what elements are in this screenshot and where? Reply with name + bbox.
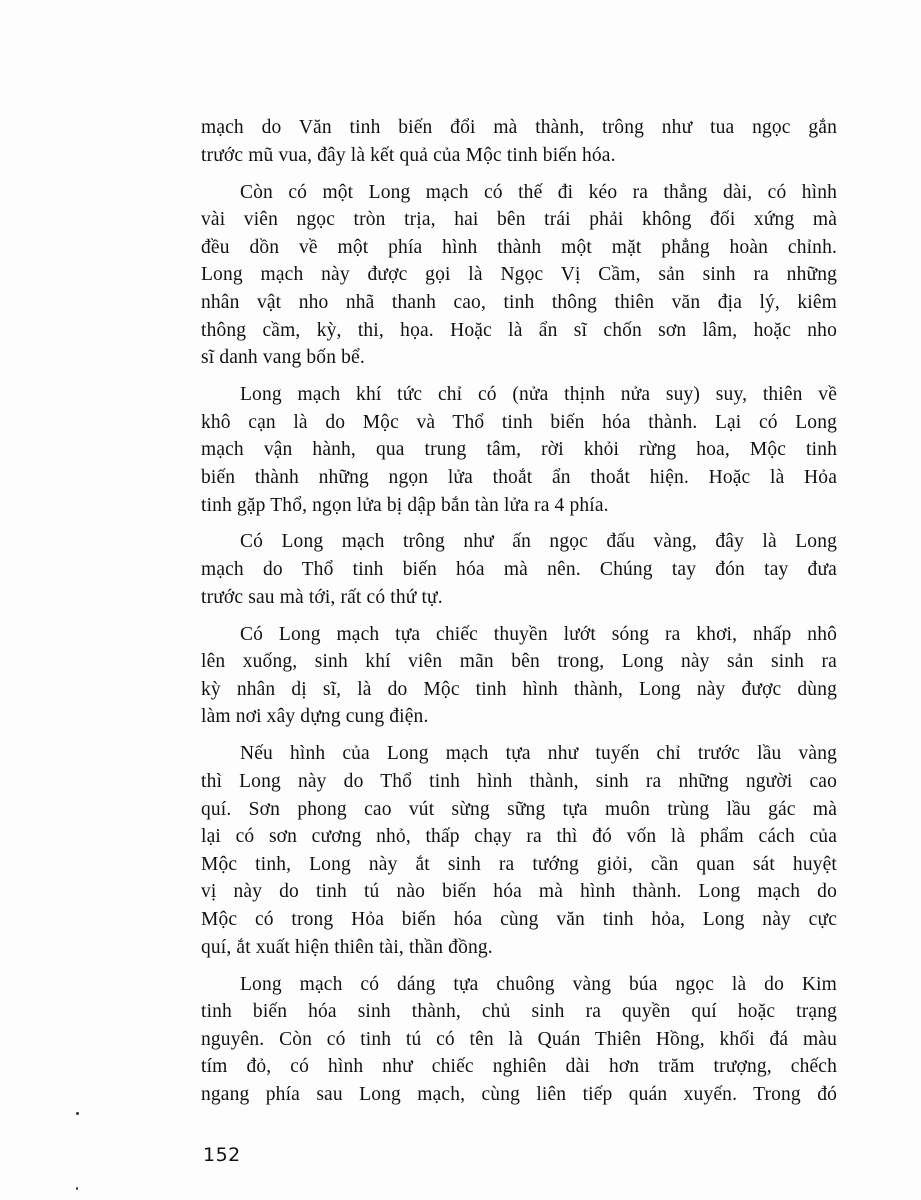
text-line: Long mạch này được gọi là Ngọc Vị Cầm, sản sinh ra những — [201, 264, 837, 286]
text-line: khô cạn là do Mộc và Thổ tinh biến hóa thành. Lại có Long — [201, 411, 837, 433]
text-line: Nếu hình của Long mạch tựa như tuyến chỉ trước lầu vàng — [240, 743, 837, 765]
text-line: mạch do Văn tinh biến đổi mà thành, trông như tua ngọc gắn — [201, 117, 837, 138]
text-line: lên xuống, sinh khí viên mãn bên trong, Long này sản sinh ra — [201, 651, 837, 673]
text-line: Còn có một Long mạch có thế đi kéo ra thẳng dài, có hình — [240, 181, 837, 203]
text-line: quí, ắt xuất hiện thiên tài, thần đồng. — [201, 936, 493, 958]
text-line: thì Long này do Thổ tinh hình thành, sinh ra những người cao — [201, 771, 837, 793]
text-line: vài viên ngọc tròn trịa, hai bên trái phải không đối xứng mà — [201, 209, 837, 231]
text-line: biến thành những ngọn lửa thoắt ẩn thoắt hiện. Hoặc là Hỏa — [201, 466, 837, 488]
scan-speck — [76, 1187, 78, 1190]
text-line: sĩ danh vang bốn bể. — [201, 347, 365, 369]
text-line: mạch vận hành, qua trung tâm, rời khỏi rừng hoa, Mộc tinh — [201, 439, 837, 461]
scan-speck — [76, 1112, 79, 1115]
text-line: trước sau mà tới, rất có thứ tự. — [201, 586, 443, 608]
text-line: Long mạch có dáng tựa chuông vàng búa ngọc là do Kim — [240, 973, 837, 995]
text-line: Mộc có trong Hỏa biến hóa cùng văn tinh hỏa, Long này cực — [201, 908, 837, 930]
paragraph — [201, 381, 837, 519]
paragraph — [201, 621, 837, 731]
text-line: làm nơi xây dựng cung điện. — [201, 706, 429, 728]
paragraph — [201, 740, 837, 961]
text-line: nhân vật nho nhã thanh cao, tinh thông thiên văn địa lý, kiêm — [201, 291, 837, 313]
text-line: lại có sơn cương nhỏ, thấp chạy ra thì đó vốn là phẩm cách của — [201, 826, 837, 848]
text-line: Có Long mạch trông như ấn ngọc đấu vàng, đây là Long — [240, 531, 837, 553]
paragraph — [201, 971, 837, 1109]
paragraph — [201, 179, 837, 372]
text-line: tinh biến hóa sinh thành, chủ sinh ra quyền quí hoặc trạng — [201, 1001, 837, 1023]
paragraph — [201, 528, 837, 611]
text-line: quí. Sơn phong cao vút sừng sững tựa muôn trùng lầu gác mà — [201, 798, 837, 820]
text-line: mạch do Thổ tinh biến hóa mà nên. Chúng tay đón tay đưa — [201, 559, 837, 581]
text-line: thông cầm, kỳ, thi, họa. Hoặc là ẩn sĩ chốn sơn lâm, hoặc nho — [201, 319, 837, 341]
text-line: đều dồn về một phía hình thành một mặt phẳng hoàn chỉnh. — [201, 236, 837, 258]
page-number: 152 — [203, 1144, 241, 1166]
text-line: nguyên. Còn có tinh tú có tên là Quán Thiên Hồng, khối đá màu — [201, 1028, 837, 1050]
text-line: vị này do tinh tú nào biến hóa mà hình thành. Long mạch do — [201, 881, 837, 903]
paragraph — [201, 114, 837, 169]
text-line: Long mạch khí tức chỉ có (nửa thịnh nửa suy) suy, thiên về — [240, 384, 837, 406]
text-line: tinh gặp Thổ, ngọn lửa bị dập bắn tàn lửa ra 4 phía. — [201, 494, 609, 516]
text-line: Có Long mạch tựa chiếc thuyền lướt sóng ra khơi, nhấp nhô — [240, 623, 837, 645]
text-line: ngang phía sau Long mạch, cùng liên tiếp quán xuyến. Trong đó — [201, 1083, 837, 1105]
text-line: tím đỏ, có hình như chiếc nghiên dài hơn trăm trượng, chếch — [201, 1056, 837, 1078]
text-line: trước mũ vua, đây là kết quả của Mộc tinh biến hóa. — [201, 144, 616, 166]
text-line: kỳ nhân dị sĩ, là do Mộc tinh hình thành, Long này được dùng — [201, 678, 837, 700]
text-line: Mộc tinh, Long này ắt sinh ra tướng giỏi, cần quan sát huyệt — [201, 853, 837, 875]
body-text — [201, 114, 837, 1118]
